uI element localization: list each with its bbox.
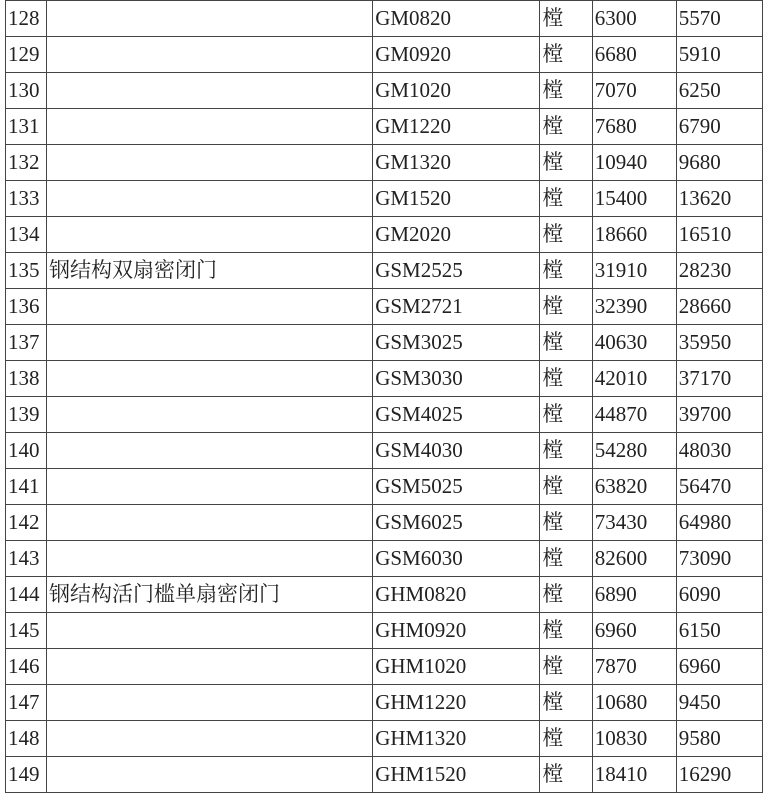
model-code-cell: GM1520 bbox=[373, 181, 540, 217]
table-row bbox=[6, 577, 763, 613]
door-type-cell bbox=[47, 289, 373, 325]
row-number-cell: 138 bbox=[6, 361, 47, 397]
price-1-cell: 10680 bbox=[592, 685, 676, 721]
price-1-cell: 7870 bbox=[592, 649, 676, 685]
price-1-cell: 31910 bbox=[592, 253, 676, 289]
price-2-cell: 9680 bbox=[676, 145, 762, 181]
door-type-cell: 钢结构活门槛单扇密闭门 bbox=[47, 577, 373, 613]
unit-cell: 樘 bbox=[540, 37, 592, 73]
table-row bbox=[6, 1, 763, 37]
unit-cell: 樘 bbox=[540, 397, 592, 433]
door-type-cell bbox=[47, 325, 373, 361]
door-type-cell bbox=[47, 757, 373, 793]
model-code-cell: GSM3025 bbox=[373, 325, 540, 361]
table-row bbox=[6, 73, 763, 109]
price-2-cell: 6250 bbox=[676, 73, 762, 109]
price-2-cell: 6960 bbox=[676, 649, 762, 685]
price-1-cell: 54280 bbox=[592, 433, 676, 469]
unit-cell: 樘 bbox=[540, 469, 592, 505]
table-row bbox=[6, 685, 763, 721]
price-2-cell: 9580 bbox=[676, 721, 762, 757]
row-number-cell: 147 bbox=[6, 685, 47, 721]
door-type-cell bbox=[47, 109, 373, 145]
row-number-cell: 139 bbox=[6, 397, 47, 433]
door-type-cell bbox=[47, 469, 373, 505]
unit-cell: 樘 bbox=[540, 1, 592, 37]
model-code-cell: GM0920 bbox=[373, 37, 540, 73]
price-1-cell: 7070 bbox=[592, 73, 676, 109]
model-code-cell: GHM1220 bbox=[373, 685, 540, 721]
row-number-cell: 130 bbox=[6, 73, 47, 109]
table-row bbox=[6, 721, 763, 757]
price-2-cell: 16510 bbox=[676, 217, 762, 253]
row-number-cell: 137 bbox=[6, 325, 47, 361]
model-code-cell: GSM2525 bbox=[373, 253, 540, 289]
model-code-cell: GHM1520 bbox=[373, 757, 540, 793]
price-1-cell: 10940 bbox=[592, 145, 676, 181]
table-row bbox=[6, 109, 763, 145]
row-number-cell: 149 bbox=[6, 757, 47, 793]
table-row bbox=[6, 145, 763, 181]
unit-cell: 樘 bbox=[540, 757, 592, 793]
row-number-cell: 141 bbox=[6, 469, 47, 505]
unit-cell: 樘 bbox=[540, 217, 592, 253]
price-1-cell: 82600 bbox=[592, 541, 676, 577]
price-2-cell: 73090 bbox=[676, 541, 762, 577]
row-number-cell: 133 bbox=[6, 181, 47, 217]
door-type-cell bbox=[47, 73, 373, 109]
door-type-cell bbox=[47, 217, 373, 253]
row-number-cell: 135 bbox=[6, 253, 47, 289]
table-row bbox=[6, 37, 763, 73]
price-1-cell: 32390 bbox=[592, 289, 676, 325]
row-number-cell: 129 bbox=[6, 37, 47, 73]
model-code-cell: GSM4025 bbox=[373, 397, 540, 433]
row-number-cell: 128 bbox=[6, 1, 47, 37]
table-body bbox=[6, 1, 763, 793]
unit-cell: 樘 bbox=[540, 613, 592, 649]
table-row bbox=[6, 541, 763, 577]
model-code-cell: GHM1320 bbox=[373, 721, 540, 757]
price-1-cell: 15400 bbox=[592, 181, 676, 217]
door-type-cell bbox=[47, 145, 373, 181]
door-type-cell bbox=[47, 505, 373, 541]
row-number-cell: 144 bbox=[6, 577, 47, 613]
price-2-cell: 35950 bbox=[676, 325, 762, 361]
row-number-cell: 131 bbox=[6, 109, 47, 145]
row-number-cell: 146 bbox=[6, 649, 47, 685]
unit-cell: 樘 bbox=[540, 505, 592, 541]
door-type-cell bbox=[47, 541, 373, 577]
door-type-cell bbox=[47, 433, 373, 469]
price-1-cell: 6680 bbox=[592, 37, 676, 73]
model-code-cell: GHM1020 bbox=[373, 649, 540, 685]
price-2-cell: 6150 bbox=[676, 613, 762, 649]
price-2-cell: 5910 bbox=[676, 37, 762, 73]
price-2-cell: 5570 bbox=[676, 1, 762, 37]
price-1-cell: 40630 bbox=[592, 325, 676, 361]
model-code-cell: GSM6030 bbox=[373, 541, 540, 577]
table-row bbox=[6, 613, 763, 649]
model-code-cell: GSM5025 bbox=[373, 469, 540, 505]
price-1-cell: 73430 bbox=[592, 505, 676, 541]
table-row bbox=[6, 469, 763, 505]
price-1-cell: 6960 bbox=[592, 613, 676, 649]
price-1-cell: 63820 bbox=[592, 469, 676, 505]
table-row bbox=[6, 325, 763, 361]
unit-cell: 樘 bbox=[540, 181, 592, 217]
price-2-cell: 6790 bbox=[676, 109, 762, 145]
price-2-cell: 48030 bbox=[676, 433, 762, 469]
price-2-cell: 64980 bbox=[676, 505, 762, 541]
table-row bbox=[6, 289, 763, 325]
unit-cell: 樘 bbox=[540, 73, 592, 109]
model-code-cell: GSM2721 bbox=[373, 289, 540, 325]
model-code-cell: GHM0820 bbox=[373, 577, 540, 613]
door-type-cell bbox=[47, 361, 373, 397]
table-row bbox=[6, 217, 763, 253]
unit-cell: 樘 bbox=[540, 109, 592, 145]
model-code-cell: GHM0920 bbox=[373, 613, 540, 649]
price-1-cell: 10830 bbox=[592, 721, 676, 757]
price-1-cell: 6300 bbox=[592, 1, 676, 37]
table-row bbox=[6, 433, 763, 469]
row-number-cell: 134 bbox=[6, 217, 47, 253]
unit-cell: 樘 bbox=[540, 721, 592, 757]
table-row bbox=[6, 253, 763, 289]
unit-cell: 樘 bbox=[540, 649, 592, 685]
price-2-cell: 39700 bbox=[676, 397, 762, 433]
table-row bbox=[6, 649, 763, 685]
price-table bbox=[5, 0, 763, 793]
price-2-cell: 6090 bbox=[676, 577, 762, 613]
table-row bbox=[6, 361, 763, 397]
unit-cell: 樘 bbox=[540, 361, 592, 397]
unit-cell: 樘 bbox=[540, 685, 592, 721]
unit-cell: 樘 bbox=[540, 577, 592, 613]
door-type-cell bbox=[47, 649, 373, 685]
table-row bbox=[6, 181, 763, 217]
door-type-cell bbox=[47, 613, 373, 649]
row-number-cell: 148 bbox=[6, 721, 47, 757]
model-code-cell: GM1320 bbox=[373, 145, 540, 181]
model-code-cell: GSM4030 bbox=[373, 433, 540, 469]
door-type-cell bbox=[47, 397, 373, 433]
model-code-cell: GM1220 bbox=[373, 109, 540, 145]
door-type-cell bbox=[47, 181, 373, 217]
unit-cell: 樘 bbox=[540, 433, 592, 469]
price-2-cell: 37170 bbox=[676, 361, 762, 397]
price-2-cell: 28230 bbox=[676, 253, 762, 289]
price-2-cell: 9450 bbox=[676, 685, 762, 721]
model-code-cell: GSM6025 bbox=[373, 505, 540, 541]
row-number-cell: 142 bbox=[6, 505, 47, 541]
unit-cell: 樘 bbox=[540, 145, 592, 181]
door-type-cell bbox=[47, 1, 373, 37]
door-type-cell: 钢结构双扇密闭门 bbox=[47, 253, 373, 289]
price-2-cell: 56470 bbox=[676, 469, 762, 505]
door-type-cell bbox=[47, 37, 373, 73]
model-code-cell: GSM3030 bbox=[373, 361, 540, 397]
table-row bbox=[6, 397, 763, 433]
row-number-cell: 136 bbox=[6, 289, 47, 325]
price-2-cell: 13620 bbox=[676, 181, 762, 217]
price-1-cell: 42010 bbox=[592, 361, 676, 397]
table-row bbox=[6, 757, 763, 793]
door-type-cell bbox=[47, 721, 373, 757]
unit-cell: 樘 bbox=[540, 253, 592, 289]
row-number-cell: 140 bbox=[6, 433, 47, 469]
price-2-cell: 16290 bbox=[676, 757, 762, 793]
row-number-cell: 145 bbox=[6, 613, 47, 649]
model-code-cell: GM1020 bbox=[373, 73, 540, 109]
price-1-cell: 7680 bbox=[592, 109, 676, 145]
price-1-cell: 44870 bbox=[592, 397, 676, 433]
price-1-cell: 6890 bbox=[592, 577, 676, 613]
unit-cell: 樘 bbox=[540, 325, 592, 361]
model-code-cell: GM2020 bbox=[373, 217, 540, 253]
door-type-cell bbox=[47, 685, 373, 721]
row-number-cell: 143 bbox=[6, 541, 47, 577]
model-code-cell: GM0820 bbox=[373, 1, 540, 37]
price-1-cell: 18410 bbox=[592, 757, 676, 793]
unit-cell: 樘 bbox=[540, 289, 592, 325]
unit-cell: 樘 bbox=[540, 541, 592, 577]
price-2-cell: 28660 bbox=[676, 289, 762, 325]
table-row bbox=[6, 505, 763, 541]
row-number-cell: 132 bbox=[6, 145, 47, 181]
price-1-cell: 18660 bbox=[592, 217, 676, 253]
